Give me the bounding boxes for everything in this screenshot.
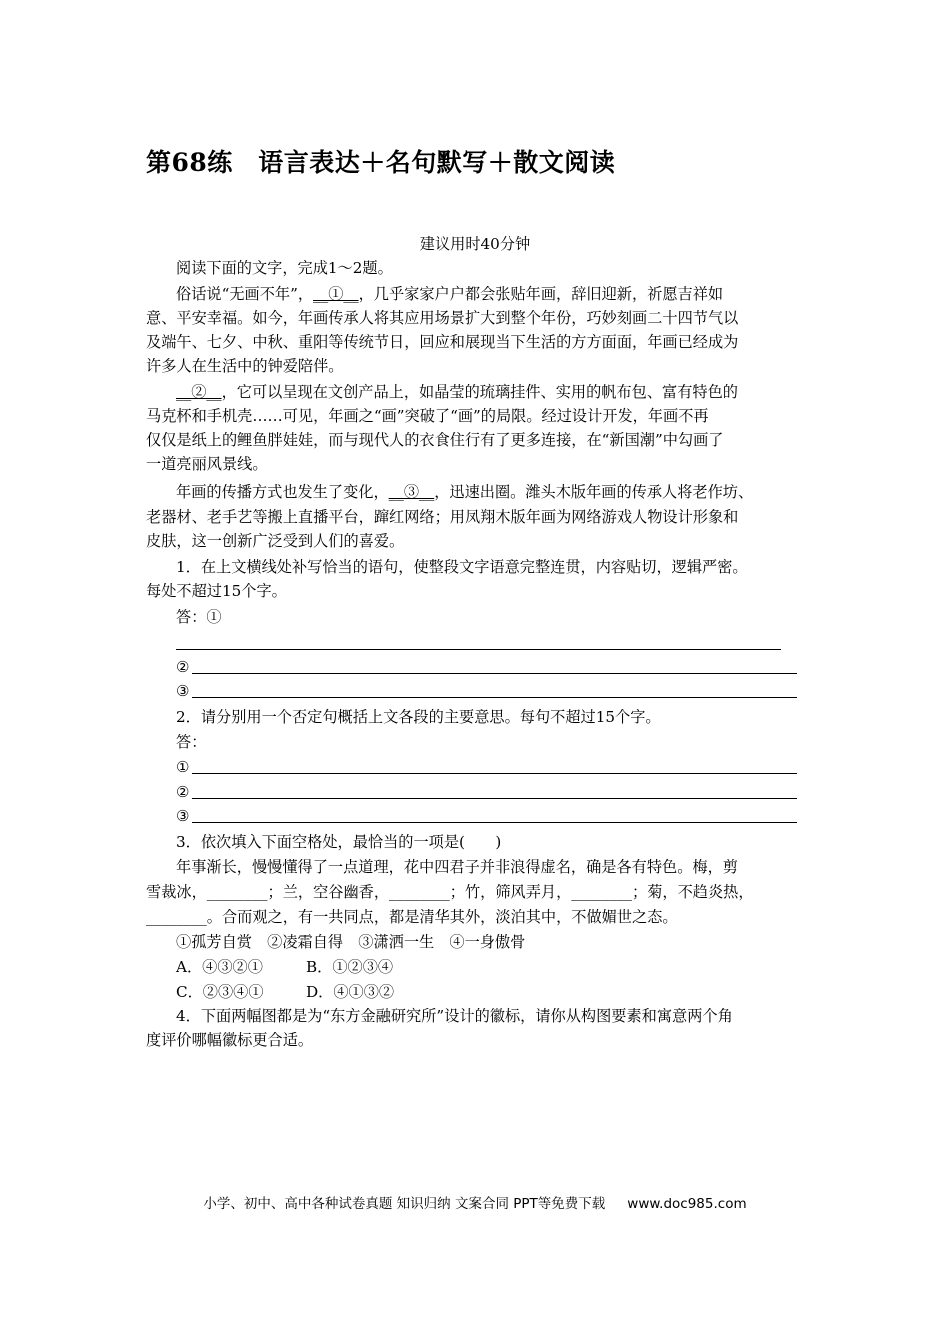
choice-d[interactable]: D．④①③②	[306, 983, 395, 1001]
question-4-text: 4．下面两幅图都是为“东方金融研究所”设计的徽标，请你从构图要素和寓意两个角	[176, 1007, 733, 1025]
question-1-text: 1．在上文横线处补写恰当的语句，使整段文字语意完整连贯，内容贴切，逻辑严密。	[176, 558, 748, 576]
question-3-text: 3．依次填入下面空格处，最恰当的一项是( )	[176, 833, 502, 851]
passage-p1-line1	[176, 282, 723, 306]
passage-p2-line1	[176, 380, 738, 404]
time-hint: 建议用时40分钟	[419, 235, 531, 253]
text-run: ，几乎家家户户都会张贴年画，辞旧迎新，祈愿吉祥如	[358, 285, 724, 303]
text-run: 俗话说“无画不年”，	[176, 285, 314, 303]
footer-text: 小学、初中、高中各种试卷真题 知识归纳 文案合同 PPT等免费下载	[203, 1196, 606, 1212]
q1-answer-line-2[interactable]	[192, 673, 797, 674]
page-footer	[0, 1192, 950, 1212]
q2-answer-mark-3: ③	[176, 807, 190, 825]
text-run: ，迅速出圈。潍头木版年画的传承人将老作坊、	[434, 483, 754, 501]
passage-p1-line3: 及端午、七夕、中秋、重阳等传统节日，回应和展现当下生活的方方面面，年画已经成为	[146, 333, 739, 351]
choice-b[interactable]: B．①②③④	[306, 958, 394, 976]
question-3-stem-line3: ________。合而观之，有一共同点，都是清华其外，淡泊其中，不做媚世之态。	[146, 908, 678, 926]
q2-answer-mark-2: ②	[176, 783, 190, 801]
q2-answer-line-3[interactable]	[192, 822, 797, 823]
text-run: ，它可以呈现在文创产品上，如晶莹的琉璃挂件、实用的帆布包、富有特色的	[221, 383, 738, 401]
question-3-options: ①孤芳自赏 ②凌霜自得 ③潇洒一生 ④一身傲骨	[176, 933, 526, 951]
choice-a[interactable]: A．④③②①	[176, 958, 263, 976]
passage-p1-line2: 意、平安幸福。如今，年画传承人将其应用场景扩大到整个年份，巧妙刻画二十四节气以	[146, 309, 739, 327]
q1-answer-mark-2: ②	[176, 658, 190, 676]
passage-p2-line4: 一道亮丽风景线。	[146, 455, 268, 473]
passage-p2-line2: 马克杯和手机壳……可见，年画之“画”突破了“画”的局限。经过设计开发，年画不再	[146, 407, 709, 425]
q2-answer-label: 答：	[176, 733, 207, 751]
blank-1: __①__	[313, 285, 359, 303]
page-title: 第68练 语言表达＋名句默写＋散文阅读	[146, 148, 616, 177]
question-2-text: 2．请分别用一个否定句概括上文各段的主要意思。每句不超过15个字。	[176, 708, 661, 726]
blank-3: __③__	[388, 483, 435, 501]
reading-intro: 阅读下面的文字，完成1～2题。	[176, 259, 393, 277]
q2-answer-line-2[interactable]	[192, 798, 797, 799]
question-1-text-cont: 每处不超过15个字。	[146, 582, 287, 600]
q2-answer-line-1[interactable]	[192, 773, 797, 774]
passage-p2-line3: 仅仅是纸上的鲤鱼胖娃娃，而与现代人的衣食住行有了更多连接，在“新国潮”中勾画了	[146, 431, 724, 449]
blank-2: __②__	[176, 383, 222, 401]
passage-p3-line1	[176, 480, 753, 504]
q1-answer-line-3[interactable]	[192, 697, 797, 698]
choice-c[interactable]: C．②③④①	[176, 983, 264, 1001]
passage-p1-line4: 许多人在生活中的钟爱陪伴。	[146, 357, 344, 375]
q2-answer-mark-1: ①	[176, 758, 190, 776]
q1-answer-label: 答：①	[176, 608, 222, 626]
question-3-stem-line1: 年事渐长，慢慢懂得了一点道理，花中四君子并非浪得虚名，确是各有特色。梅，剪	[176, 858, 738, 876]
passage-p3-line2: 老器材、老手艺等搬上直播平台，蹿红网络；用凤翔木版年画为网络游戏人物设计形象和	[146, 508, 739, 526]
q1-answer-line-1[interactable]	[176, 649, 781, 650]
text-run: 年画的传播方式也发生了变化，	[176, 483, 389, 501]
q1-answer-mark-3: ③	[176, 682, 190, 700]
footer-url[interactable]: www.doc985.com	[627, 1196, 747, 1212]
question-3-stem-line2: 雪裁冰，________；兰，空谷幽香，________；竹，筛风弄月，________；菊，不趋炎热，	[146, 883, 754, 901]
question-4-text-cont: 度评价哪幅徽标更合适。	[146, 1031, 314, 1049]
passage-p3-line3: 皮肤，这一创新广泛受到人们的喜爱。	[146, 532, 405, 550]
